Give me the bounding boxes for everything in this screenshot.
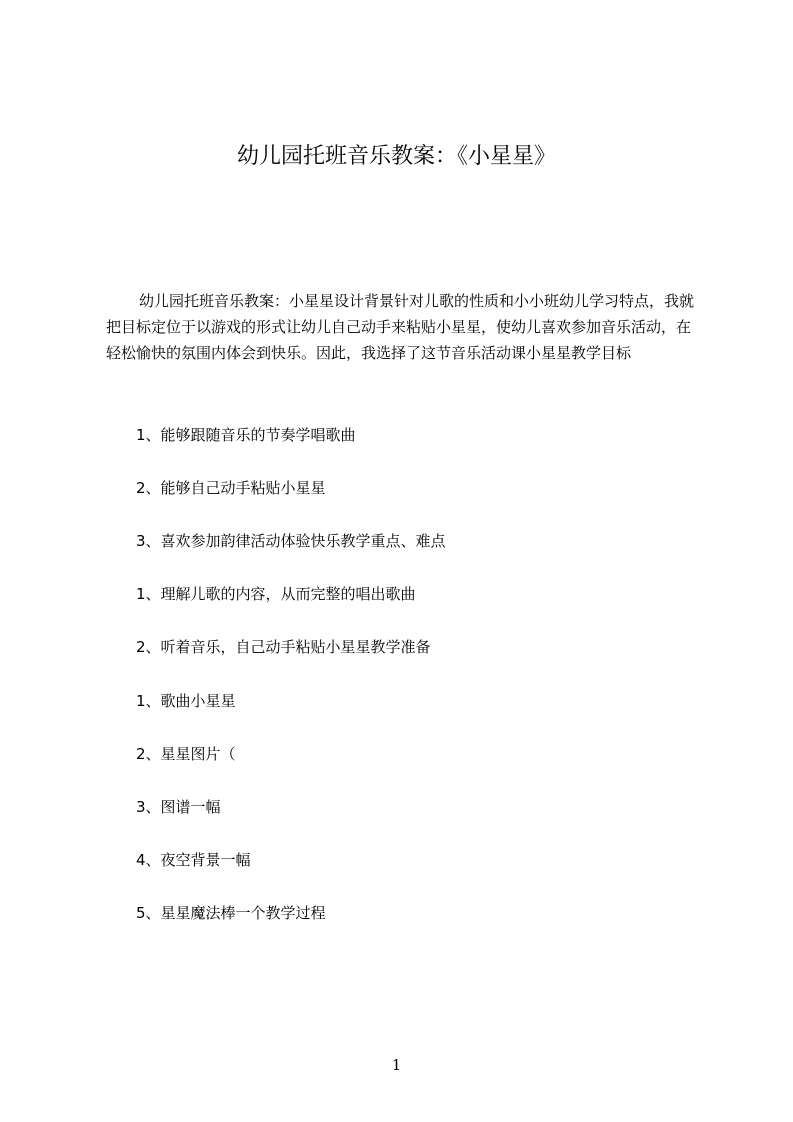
list-item: 5、星星魔法棒一个教学过程 — [136, 904, 326, 922]
list-item: 2、能够自己动手粘贴小星星 — [136, 479, 326, 497]
intro-paragraph: 幼儿园托班音乐教案：小星星设计背景针对儿歌的性质和小小班幼儿学习特点，我就把目标定位于以游戏的形式让幼儿自己动手来粘贴小星星，使幼儿喜欢参加音乐活动，在轻松愉快的氛围内体会到快乐。因此，我选择了这节音乐活动课小星星教学目标 — [106, 292, 695, 362]
list-item: 2、星星图片（ — [136, 745, 236, 763]
list-item: 3、图谱一幅 — [136, 798, 221, 816]
page-number: 1 — [391, 1056, 402, 1074]
list-item: 1、歌曲小星星 — [136, 692, 236, 710]
list-item: 4、夜空背景一幅 — [136, 851, 251, 869]
document-title: 幼儿园托班音乐教案：《小星星》 — [236, 144, 556, 169]
list-item: 1、能够跟随音乐的节奏学唱歌曲 — [136, 426, 356, 444]
list-item: 2、听着音乐，自己动手粘贴小星星教学准备 — [136, 638, 431, 656]
list-item: 3、喜欢参加韵律活动体验快乐教学重点、难点 — [136, 532, 446, 550]
list-item: 1、理解儿歌的内容，从而完整的唱出歌曲 — [136, 585, 416, 603]
